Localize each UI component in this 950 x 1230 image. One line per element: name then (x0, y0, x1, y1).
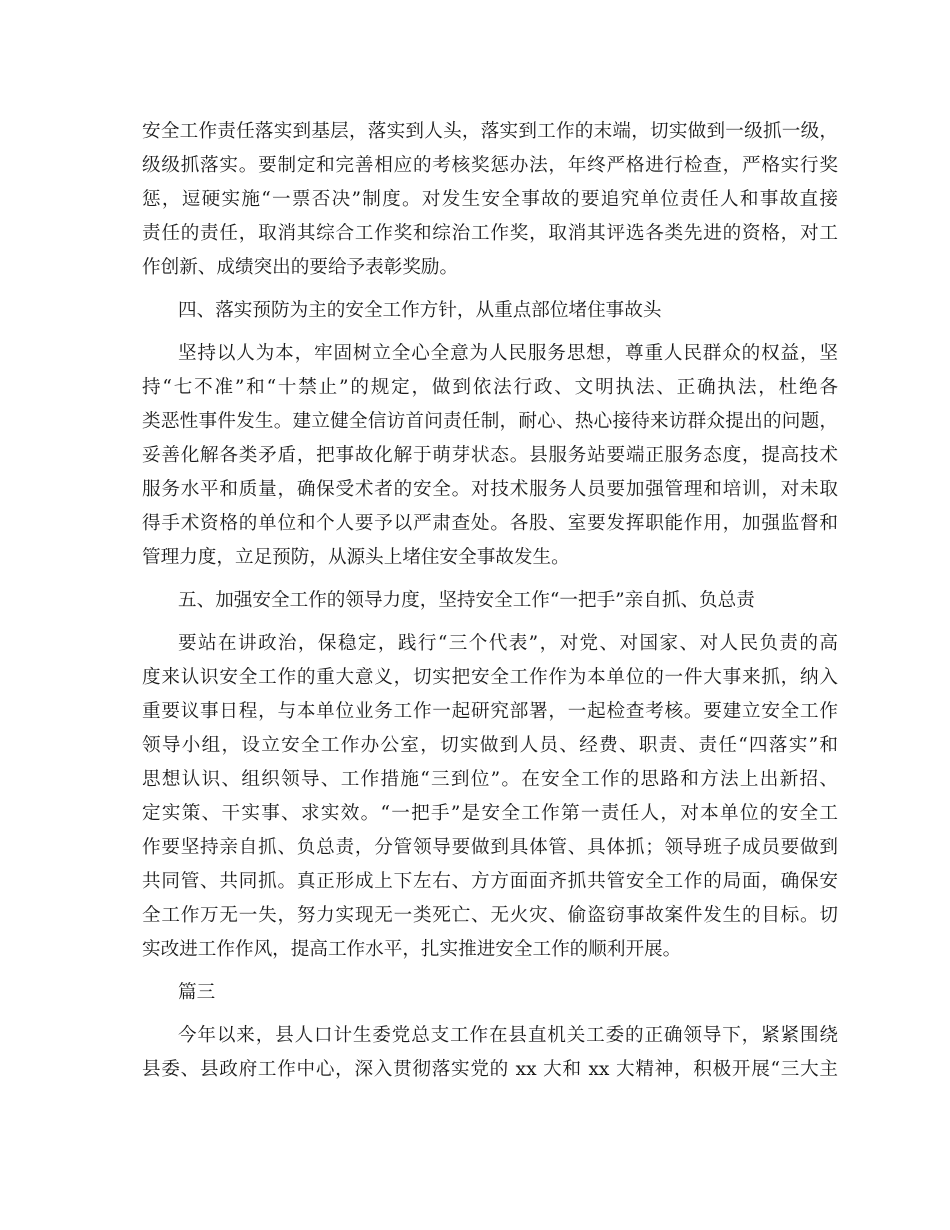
text-line: 思想认识、组织领导、工作措施“三到位”。在安全工作的思路和方法上出新招、 (142, 769, 838, 790)
text-line: 今年以来，县人口计生委党总支工作在县直机关工委的正确领导下，紧紧围绕 (178, 1025, 838, 1046)
paragraph (142, 627, 838, 967)
text-line: 实改进工作作风，提高工作水平，扎实推进安全工作的顺利开展。 (142, 939, 682, 960)
text-line: 类恶性事件发生。建立健全信访首问责任制，耐心、热心接待来访群众提出的问题， (142, 411, 838, 432)
text-line: 作要坚持亲自抓、负总责，分管领导要做到具体管、具体抓；领导班子成员要做到 (142, 837, 838, 858)
text-line: 惩，逗硬实施“一票否决”制度。对发生安全事故的要追究单位责任人和事故直接 (142, 189, 838, 210)
paragraph-gap (142, 1010, 838, 1019)
text-line: 责任的责任，取消其综合工作奖和综治工作奖，取消其评选各类先进的资格，对工 (142, 223, 838, 244)
text-line: 管理力度，立足预防，从源头上堵住安全事故发生。 (142, 547, 570, 568)
paragraph (142, 115, 838, 285)
text-line: 共同管、共同抓。真正形成上下左右、方方面面齐抓共管安全工作的局面，确保安 (142, 871, 838, 892)
text-line: 持“七不准”和“十禁止”的规定，做到依法行政、文明执法、正确执法，杜绝各 (142, 377, 838, 398)
text-line: 篇三 (178, 982, 216, 1003)
text-line: 五、加强安全工作的领导力度，坚持安全工作“一把手”亲自抓、负总责 (178, 590, 755, 611)
text-line: 妥善化解各类矛盾，把事故化解于萌芽状态。县服务站要端正服务态度，提高技术 (142, 445, 838, 466)
document-body (142, 115, 838, 1087)
text-line: 安全工作责任落实到基层，落实到人头，落实到工作的末端，切实做到一级抓一级， (142, 121, 838, 142)
paragraph-gap (142, 618, 838, 627)
paragraph-gap (142, 285, 838, 294)
text-line: 全工作万无一失，努力实现无一类死亡、无火灾、偷盗窃事故案件发生的目标。切 (142, 905, 838, 926)
section-heading (142, 976, 838, 1010)
paragraph-gap (142, 328, 838, 337)
section-heading (142, 294, 838, 328)
text-line: 得手术资格的单位和个人要予以严肃查处。各股、室要发挥职能作用，加强监督和 (142, 513, 838, 534)
text-line: 级级抓落实。要制定和完善相应的考核奖惩办法，年终严格进行检查，严格实行奖 (142, 155, 838, 176)
text-line: 服务水平和质量，确保受术者的安全。对技术服务人员要加强管理和培训，对未取 (142, 479, 838, 500)
text-line: 县委、县政府工作中心，深入贯彻落实党的 xx 大和 xx 大精神，积极开展“三大主 (142, 1059, 838, 1080)
text-line: 领导小组，设立安全工作办公室，切实做到人员、经费、职责、责任“四落实”和 (142, 735, 838, 756)
section-heading (142, 584, 838, 618)
text-line: 作创新、成绩突出的要给予表彰奖励。 (142, 257, 459, 278)
paragraph-gap (142, 967, 838, 976)
paragraph (142, 1019, 838, 1087)
paragraph-gap (142, 575, 838, 584)
paragraph (142, 337, 838, 575)
text-line: 重要议事日程，与本单位业务工作一起研究部署，一起检查考核。要建立安全工作 (142, 701, 838, 722)
text-line: 坚持以人为本，牢固树立全心全意为人民服务思想，尊重人民群众的权益，坚 (178, 343, 838, 364)
text-line: 度来认识安全工作的重大意义，切实把安全工作作为本单位的一件大事来抓，纳入 (142, 667, 838, 688)
text-line: 定实策、干实事、求实效。“一把手”是安全工作第一责任人，对本单位的安全工 (142, 803, 838, 824)
text-line: 四、落实预防为主的安全工作方针，从重点部位堵住事故头 (178, 300, 662, 321)
text-line: 要站在讲政治，保稳定，践行“三个代表”，对党、对国家、对人民负责的高 (178, 633, 838, 654)
